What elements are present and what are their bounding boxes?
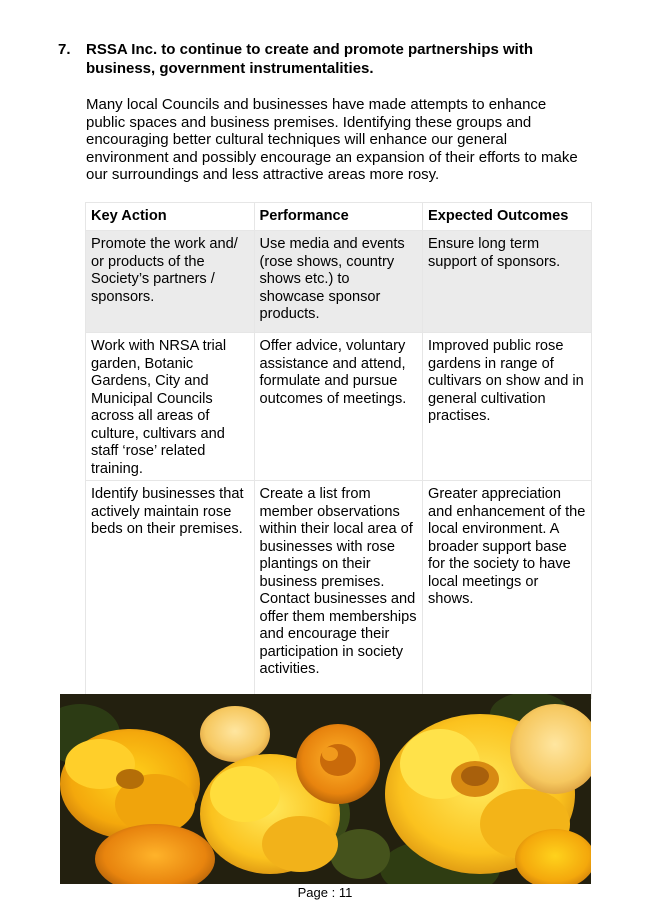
- intro-paragraph: Many local Councils and businesses have made attempts to enhance public spaces and business premises. Identifying these groups and encouraging better cultural techniques will enhance our general environment and possibly encourage an expansion of their efforts to make our surroundings and less attractive areas more rosy.: [86, 96, 578, 184]
- table-row: [86, 481, 592, 699]
- cell-expected-outcome: Improved public rose gardens in range of cultivars on show and in general cultivation practises.: [423, 333, 592, 481]
- cell-key-action: Work with NRSA trial garden, Botanic Gardens, City and Municipal Councils across all areas of culture, cultivars and staff ‘rose’ related training.: [86, 333, 255, 481]
- table-row: [86, 231, 592, 333]
- cell-performance: Create a list from member observations within their local area of businesses with rose plantings on their business premises. Contact businesses and offer them memberships and encourage their participation in society activities.: [254, 481, 423, 699]
- cell-performance: Use media and events (rose shows, country shows etc.) to showcase sponsor products.: [254, 231, 423, 333]
- header-performance: Performance: [254, 203, 423, 231]
- header-expected-outcomes: Expected Outcomes: [423, 203, 592, 231]
- cell-key-action: Promote the work and/ or products of the Society’s partners / sponsors.: [86, 231, 255, 333]
- action-table: [85, 202, 592, 699]
- section-number: 7.: [58, 41, 71, 58]
- header-key-action: Key Action: [86, 203, 255, 231]
- cell-performance: Offer advice, voluntary assistance and attend, formulate and pursue outcomes of meetings.: [254, 333, 423, 481]
- table-row: [86, 333, 592, 481]
- cell-key-action: Identify businesses that actively maintain rose beds on their premises.: [86, 481, 255, 699]
- yellow-roses-photo: [60, 694, 591, 884]
- roses-illustration: [60, 694, 591, 884]
- section-title: RSSA Inc. to continue to create and promote partnerships with business, government instrumentalities.: [86, 41, 533, 77]
- cell-expected-outcome: Ensure long term support of sponsors.: [423, 231, 592, 333]
- table-header-row: [86, 203, 592, 231]
- page-number: Page : 11: [297, 885, 353, 900]
- cell-expected-outcome: Greater appreciation and enhancement of the local environment. A broader support base for the society to have local meetings or shows.: [423, 481, 592, 699]
